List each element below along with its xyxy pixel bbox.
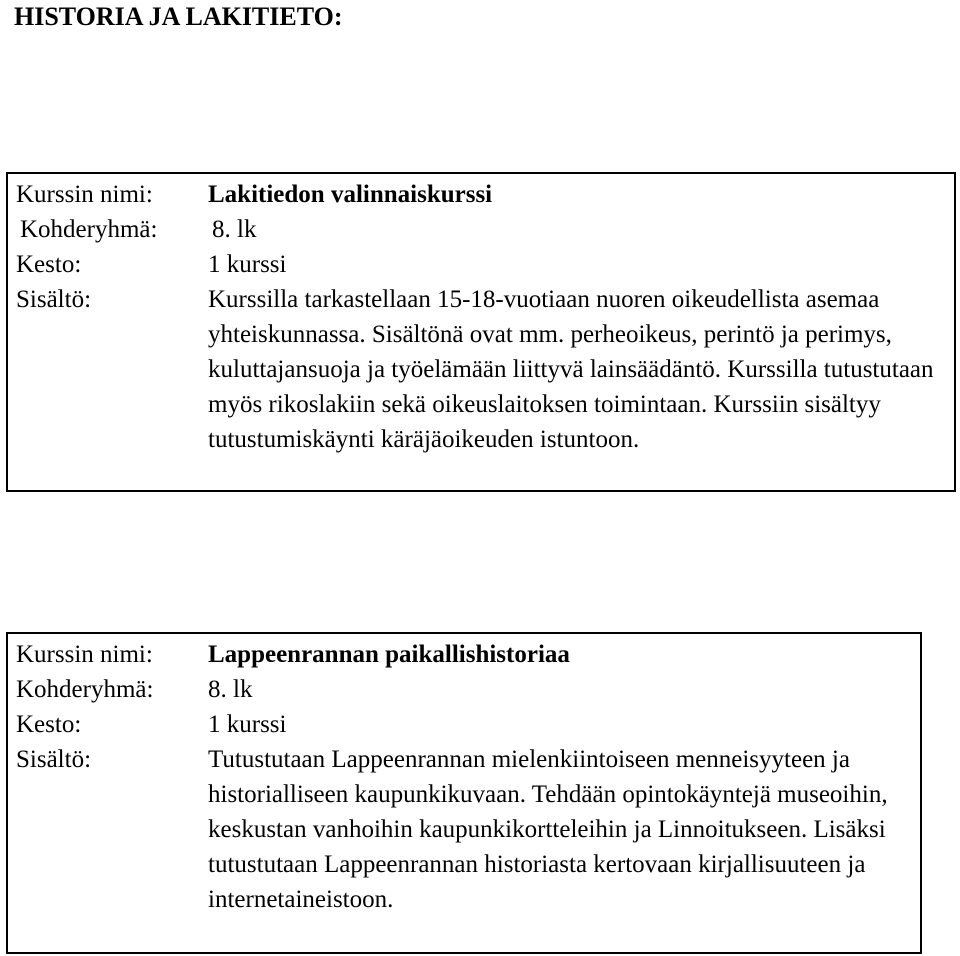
course-card-paikallishistoria xyxy=(6,632,922,954)
duration-value: 1 kurssi xyxy=(208,711,287,738)
target-group-label: Kohderyhmä: xyxy=(20,216,158,243)
content-label: Sisältö: xyxy=(16,286,92,313)
course-name-label: Kurssin nimi: xyxy=(16,181,153,208)
duration-row xyxy=(8,707,920,742)
content-row xyxy=(8,742,920,917)
content-value: Kurssilla tarkastellaan 15-18-vuotiaan nuoren oikeudellista asemaa yhteiskunnassa. Sisältönä ovat mm. perheoikeus, perintö ja perimys, kuluttajansuoja ja työelämään liittyvä lainsäädäntö. Kurssilla tutustutaan myös rikoslakiin sekä oikeuslaitoksen toimintaan. Kurssiin sisältyy tutustumiskäynti käräjäoikeuden istuntoon. xyxy=(208,286,934,453)
course-name-row xyxy=(8,637,920,672)
duration-row xyxy=(8,247,954,282)
target-group-row xyxy=(8,212,954,247)
course-card-lakitieto xyxy=(6,172,956,492)
page-title: HISTORIA JA LAKITIETO: xyxy=(14,2,343,31)
content-value: Tutustutaan Lappeenrannan mielenkiintoiseen menneisyyteen ja historialliseen kaupunkikuvaan. Tehdään opintokäyntejä museoihin, keskustan vanhoihin kaupunkikortteleihin ja Linnoitukseen. Lisäksi tutustutaan Lappeenrannan historiasta kertovaan kirjallisuuteen ja internetaineistoon. xyxy=(208,746,888,913)
content-label: Sisältö: xyxy=(16,746,92,773)
content-row xyxy=(8,282,954,457)
duration-label: Kesto: xyxy=(16,251,82,278)
target-group-row xyxy=(8,672,920,707)
target-group-label: Kohderyhmä: xyxy=(16,676,154,703)
course-name-value: Lakitiedon valinnaiskurssi xyxy=(208,181,493,208)
target-group-value: 8. lk xyxy=(212,216,257,243)
duration-value: 1 kurssi xyxy=(208,251,287,278)
course-name-row xyxy=(8,177,954,212)
duration-label: Kesto: xyxy=(16,711,82,738)
course-name-label: Kurssin nimi: xyxy=(16,641,153,668)
target-group-value: 8. lk xyxy=(208,676,253,703)
course-name-value: Lappeenrannan paikallishistoriaa xyxy=(208,641,570,668)
